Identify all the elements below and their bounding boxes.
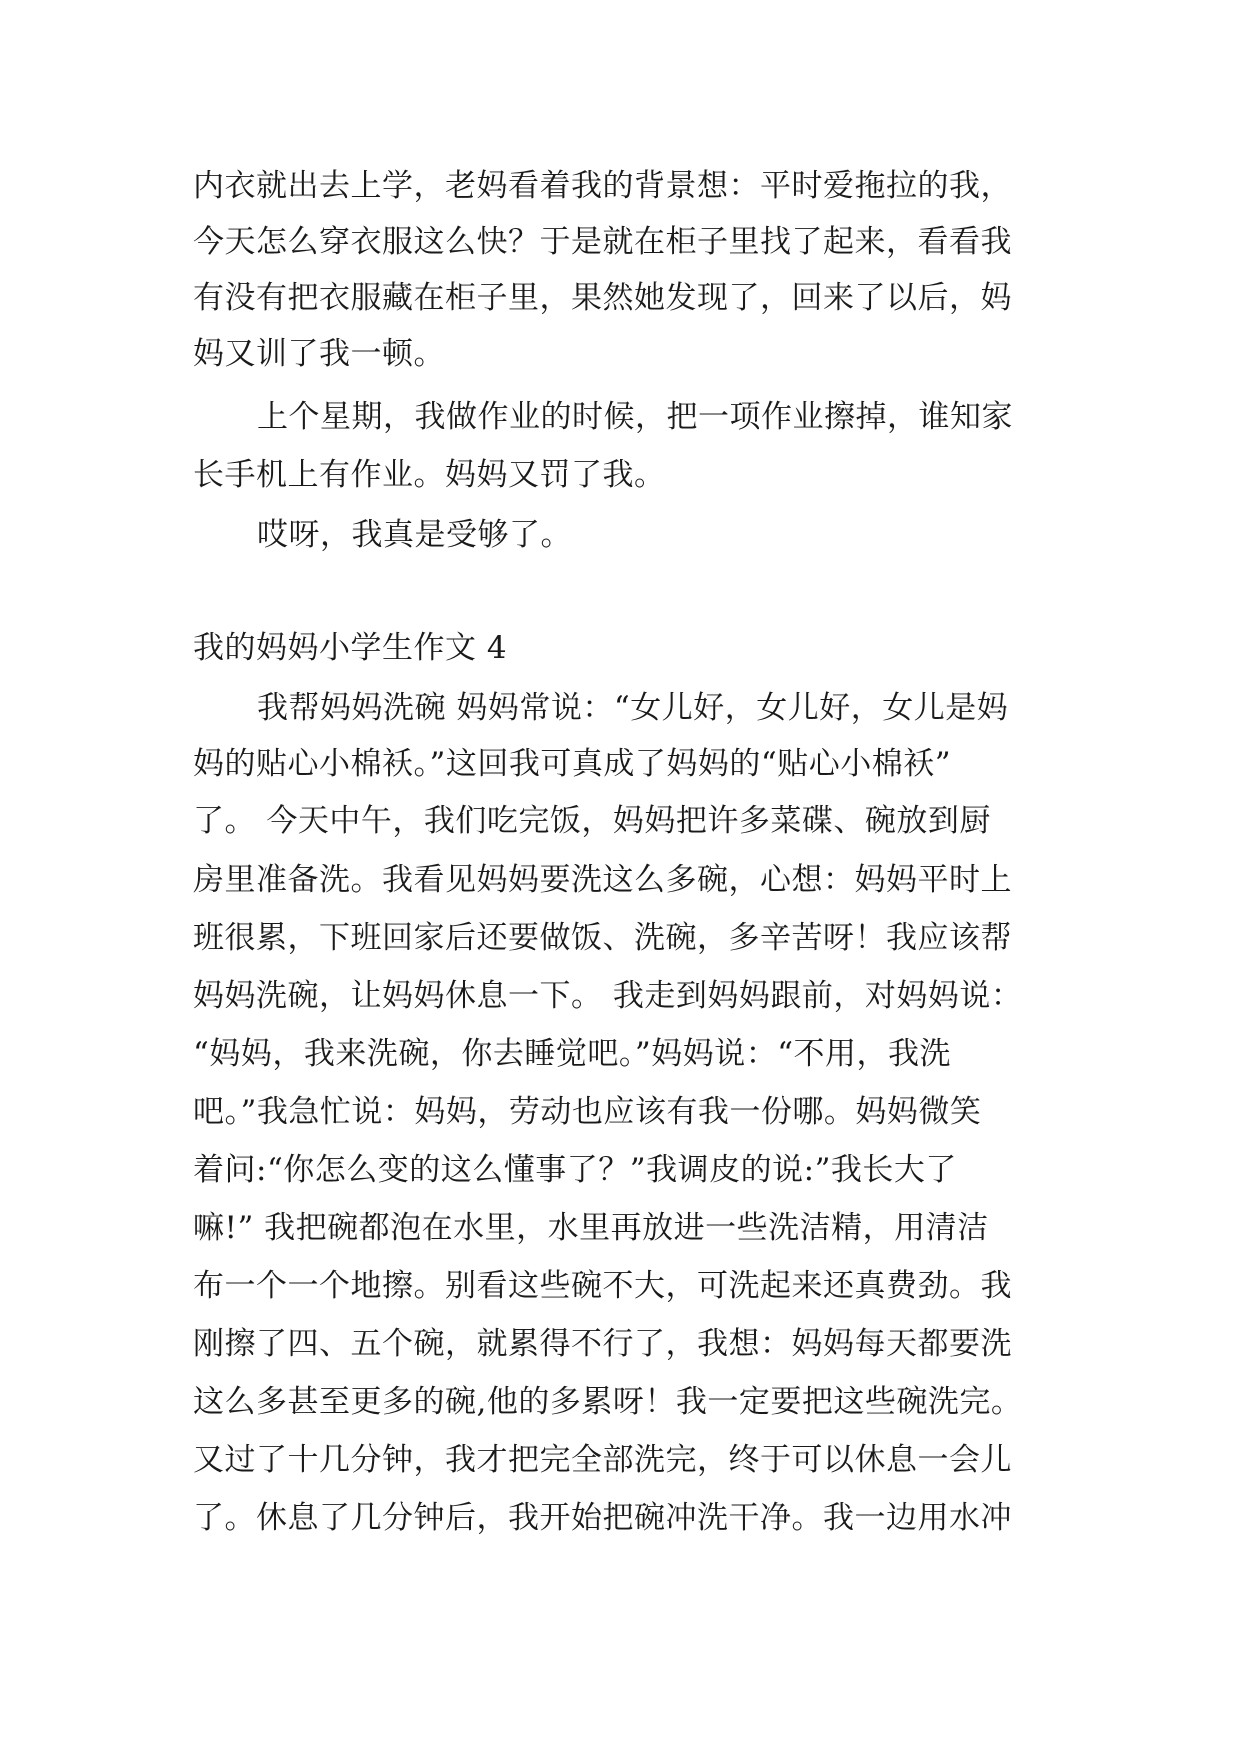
text-line: “妈妈，我来洗碗，你去睡觉吧。”妈妈说：“不用，我洗	[193, 1036, 952, 1072]
text-line: 又过了十几分钟，我才把完全部洗完，终于可以休息一会儿	[193, 1442, 1012, 1478]
text-line: 这么多甚至更多的碗,他的多累呀！我一定要把这些碗洗完。	[193, 1384, 1023, 1420]
text-line: 班很累，下班回家后还要做饭、洗碗，多辛苦呀！我应该帮	[193, 920, 1012, 956]
text-line: 今天怎么穿衣服这么快？于是就在柜子里找了起来，看看我	[193, 224, 1012, 260]
text-line: 妈又训了我一顿。	[193, 336, 445, 372]
section-heading: 我的妈妈小学生作文 4	[193, 630, 508, 666]
text-line: 房里准备洗。我看见妈妈要洗这么多碗，心想：妈妈平时上	[193, 862, 1012, 898]
text-line: 有没有把衣服藏在柜子里，果然她发现了，回来了以后，妈	[193, 280, 1012, 316]
text-line: 了。 今天中午，我们吃完饭，妈妈把许多菜碟、碗放到厨	[193, 803, 991, 839]
text-line: 嘛!” 我把碗都泡在水里，水里再放进一些洗洁精，用清洁	[193, 1210, 989, 1246]
text-line: 哎呀，我真是受够了。	[257, 517, 572, 553]
text-line: 长手机上有作业。妈妈又罚了我。	[193, 457, 666, 493]
text-line: 妈的贴心小棉袄。”这回我可真成了妈妈的“贴心小棉袄”	[193, 746, 952, 782]
text-line: 着问:“你怎么变的这么懂事了？”我调皮的说:”我长大了	[193, 1152, 957, 1188]
text-line: 妈妈洗碗，让妈妈休息一下。 我走到妈妈跟前，对妈妈说：	[193, 978, 1023, 1014]
text-line: 刚擦了四、五个碗，就累得不行了，我想：妈妈每天都要洗	[193, 1326, 1012, 1362]
text-line: 了。休息了几分钟后，我开始把碗冲洗干净。我一边用水冲	[193, 1500, 1012, 1536]
text-line: 布一个一个地擦。别看这些碗不大，可洗起来还真费劲。我	[193, 1268, 1012, 1304]
text-line: 吧。”我急忙说：妈妈，劳动也应该有我一份哪。妈妈微笑	[193, 1094, 982, 1130]
text-line: 我帮妈妈洗碗 妈妈常说：“女儿好，女儿好，女儿是妈	[257, 690, 1009, 726]
text-line: 上个星期，我做作业的时候，把一项作业擦掉，谁知家	[257, 399, 1013, 435]
text-line: 内衣就出去上学，老妈看着我的背景想：平时爱拖拉的我，	[193, 168, 1012, 204]
